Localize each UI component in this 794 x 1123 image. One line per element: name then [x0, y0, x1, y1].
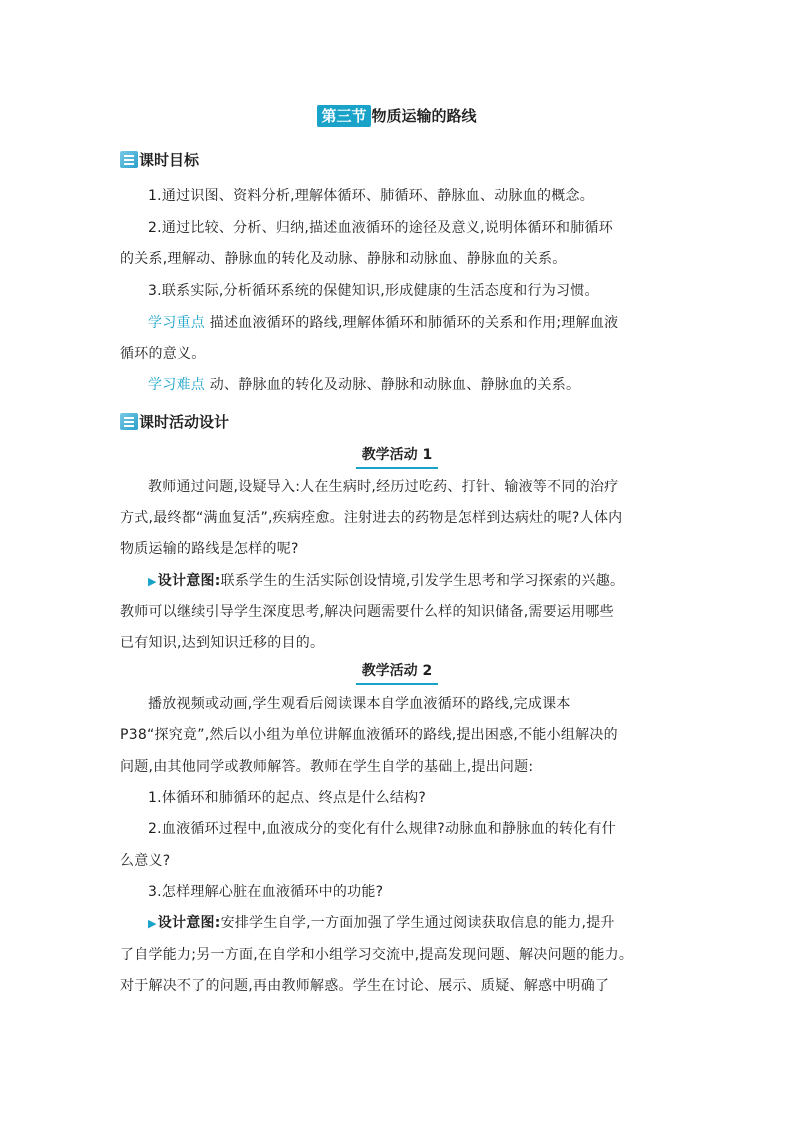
section-heading-label: 课时目标 — [139, 151, 200, 169]
objective-item-2-line-1: 2.通过比较、分析、归纳,描述血液循环的途径及意义,说明体循环和肺循环 — [148, 220, 614, 236]
activity-1-paragraph-line-2: 方式,最终都“满血复活”,疾病痊愈。注射进去的药物是怎样到达病灶的呢?人体内 — [120, 510, 623, 526]
activity-2-intent-line-1 — [148, 912, 680, 935]
section-heading-label: 课时活动设计 — [139, 413, 230, 431]
activity-1-intent-line-3: 已有知识,达到知识迁移的目的。 — [120, 635, 325, 651]
activity-1-paragraph-line-3: 物质运输的路线是怎样的呢? — [120, 541, 299, 557]
activity-1-intent-line-2: 教师可以继续引导学生深度思考,解决问题需要什么样的知识储备,需要运用哪些 — [120, 604, 614, 620]
lesson-title-text: 物质运输的路线 — [371, 107, 477, 125]
activity-heading-text: 教学活动 2 — [356, 660, 439, 685]
objective-item-2-line-2: 的关系,理解动、静脉血的转化及动脉、静脉和动脉血、静脉血的关系。 — [120, 251, 567, 267]
activity-2-paragraph-line-3: 问题,由其他同学或教师解答。教师在学生自学的基础上,提出问题: — [120, 759, 534, 775]
triangle-bullet-icon: ▶ — [148, 575, 157, 588]
difficult-points-label: 学习难点 — [148, 377, 205, 393]
activity-2-paragraph-line-1: 播放视频或动画,学生观看后阅读课本自学血液循环的路线,完成课本 — [148, 696, 571, 712]
lesson-title — [0, 104, 794, 128]
difficult-points-text: 动、静脉血的转化及动脉、静脉和动脉血、静脉血的关系。 — [205, 377, 581, 393]
design-intent-text: 安排学生自学,一方面加强了学生通过阅读获取信息的能力,提升 — [220, 915, 615, 931]
section-heading-objectives — [120, 148, 199, 172]
triangle-bullet-icon: ▶ — [148, 917, 157, 930]
book-icon — [120, 151, 138, 168]
key-points-label: 学习重点 — [148, 315, 205, 331]
activity-2-intent-line-3: 对于解决不了的问题,再由教师解惑。学生在讨论、展示、质疑、解惑中明确了 — [120, 978, 610, 994]
design-intent-label: 设计意图: — [157, 915, 221, 931]
activity-1-heading — [0, 444, 794, 469]
activity-heading-text: 教学活动 1 — [356, 444, 439, 469]
activity-2-question-3: 3.怎样理解心脏在血液循环中的功能? — [148, 884, 384, 900]
key-points-text: 描述血液循环的路线,理解体循环和肺循环的关系和作用;理解血液 — [205, 315, 619, 331]
objective-item-3: 3.联系实际,分析循环系统的保健知识,形成健康的生活态度和行为习惯。 — [148, 283, 599, 299]
book-icon — [120, 413, 138, 430]
section-number-badge: 第三节 — [317, 105, 370, 127]
key-points-line-1 — [148, 312, 680, 334]
design-intent-text: 联系学生的生活实际创设情境,引发学生思考和学习探索的兴趣。 — [220, 573, 625, 589]
activity-1-paragraph-line-1: 教师通过问题,设疑导入:人在生病时,经历过吃药、打针、输液等不同的治疗 — [148, 479, 619, 495]
activity-2-question-1: 1.体循环和肺循环的起点、终点是什么结构? — [148, 790, 427, 806]
activity-2-question-2-line-2: 么意义? — [120, 853, 171, 869]
design-intent-label: 设计意图: — [157, 573, 221, 589]
activity-2-intent-line-2: 了自学能力;另一方面,在自学和小组学习交流中,提高发现问题、解决问题的能力。 — [120, 947, 634, 963]
activity-2-paragraph-line-2: P38“探究竟”,然后以小组为单位讲解血液循环的路线,提出困惑,不能小组解决的 — [120, 727, 618, 743]
activity-2-question-2-line-1: 2.血液循环过程中,血液成分的变化有什么规律?动脉血和静脉血的转化有什 — [148, 821, 616, 837]
activity-2-heading — [0, 660, 794, 685]
activity-1-intent-line-1 — [148, 570, 680, 593]
difficult-points-line — [148, 374, 680, 396]
key-points-line-2: 循环的意义。 — [120, 346, 206, 362]
objective-item-1: 1.通过识图、资料分析,理解体循环、肺循环、静脉血、动脉血的概念。 — [148, 188, 595, 204]
section-heading-activities — [120, 410, 229, 434]
